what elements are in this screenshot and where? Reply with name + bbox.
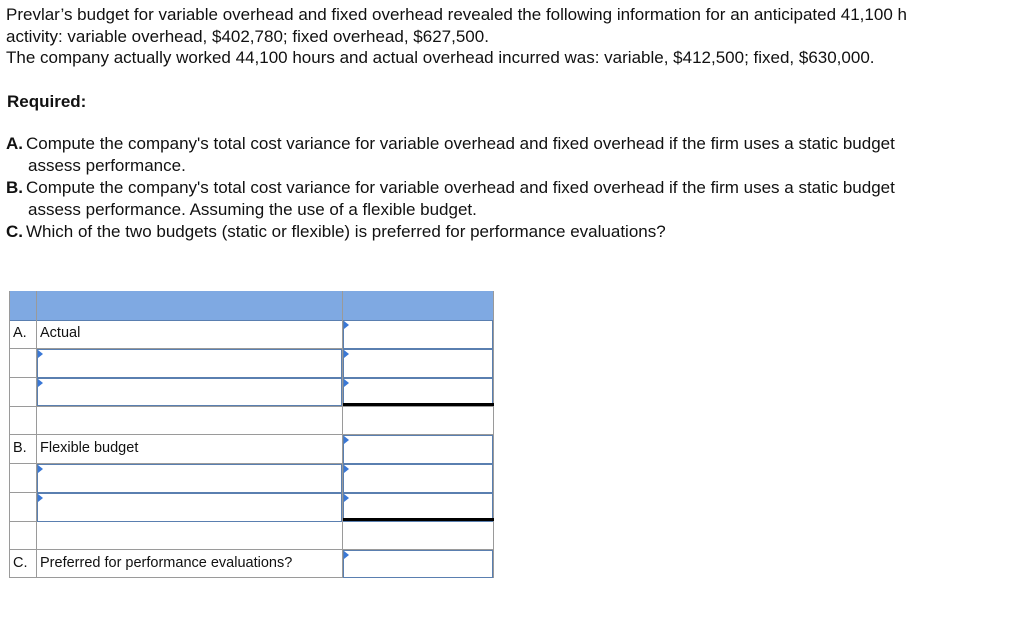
actual-amount-input[interactable] <box>343 320 493 349</box>
total-underline <box>343 518 494 521</box>
dropdown-marker-icon <box>38 350 43 358</box>
problem-intro <box>6 4 1024 69</box>
dropdown-marker-icon <box>344 321 349 329</box>
row-label-actual: Actual <box>40 325 81 341</box>
actual-fixed-amount-input[interactable] <box>343 378 493 406</box>
dropdown-marker-icon <box>38 494 43 502</box>
dropdown-marker-icon <box>38 379 43 387</box>
total-underline <box>343 403 494 406</box>
question-a-continued: assess performance. <box>28 156 186 175</box>
dropdown-marker-icon <box>344 350 349 358</box>
dropdown-marker-icon <box>344 494 349 502</box>
actual-fixed-label-input[interactable] <box>37 378 342 406</box>
question-c-text: Which of the two budgets (static or flexible) is preferred for performance evaluations? <box>26 222 666 241</box>
question-b-letter: B. <box>6 178 23 197</box>
dropdown-marker-icon <box>344 379 349 387</box>
row-prefix: A. <box>13 325 27 341</box>
flexible-amount-input[interactable] <box>343 435 493 464</box>
dropdown-marker-icon <box>344 436 349 444</box>
row-divider <box>9 406 494 407</box>
row-prefix: B. <box>13 440 27 456</box>
question-b-text: Compute the company's total cost variance for variable overhead and fixed overhead if the firm uses a static budget <box>26 178 895 197</box>
row-label-flexible-budget: Flexible budget <box>40 440 139 456</box>
question-a <box>6 133 895 155</box>
question-c-letter: C. <box>6 222 23 241</box>
question-a-text: Compute the company's total cost variance for variable overhead and fixed overhead if the firm uses a static budget <box>26 134 895 153</box>
actual-variable-label-input[interactable] <box>37 349 342 378</box>
question-a-letter: A. <box>6 134 23 153</box>
question-c <box>6 221 895 243</box>
row-prefix: C. <box>13 555 28 571</box>
flexible-fixed-label-input[interactable] <box>37 493 342 522</box>
flexible-variable-label-input[interactable] <box>37 464 342 493</box>
preferred-budget-select[interactable] <box>343 550 493 578</box>
dropdown-marker-icon <box>38 465 43 473</box>
intro-line-3: The company actually worked 44,100 hours and actual overhead incurred was: variable, $412,500; fixed, $630,000. <box>6 48 875 67</box>
answer-table <box>9 291 494 578</box>
required-heading: Required: <box>7 92 87 111</box>
intro-line-1: Prevlar’s budget for variable overhead and fixed overhead revealed the following information for an anticipated 41,100 h <box>6 5 907 24</box>
actual-variable-amount-input[interactable] <box>343 349 493 378</box>
question-b <box>6 177 895 199</box>
flexible-variable-amount-input[interactable] <box>343 464 493 493</box>
row-label-preferred: Preferred for performance evaluations? <box>40 555 293 571</box>
dropdown-marker-icon <box>344 465 349 473</box>
table-header <box>9 291 494 321</box>
dropdown-marker-icon <box>344 551 349 559</box>
question-list <box>6 133 895 243</box>
question-b-continued: assess performance. Assuming the use of a flexible budget. <box>28 200 477 219</box>
intro-line-2: activity: variable overhead, $402,780; fixed overhead, $627,500. <box>6 26 489 46</box>
